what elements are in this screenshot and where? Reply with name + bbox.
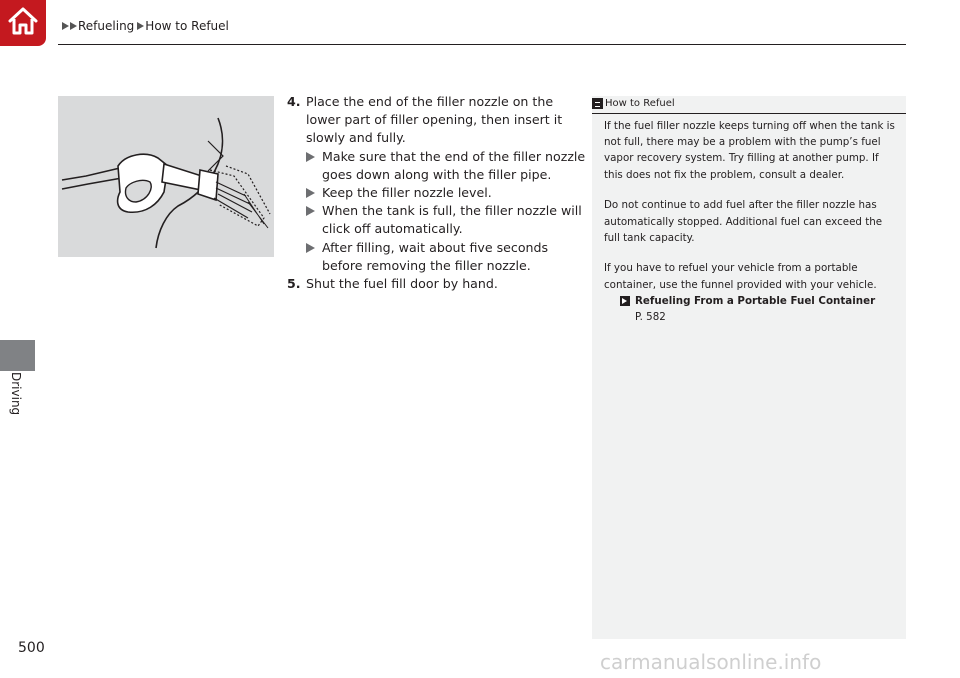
chapter-tab-label: Driving — [9, 372, 23, 416]
step-5 — [287, 275, 587, 293]
cross-reference-icon — [620, 296, 630, 306]
breadcrumb-arrow-icon — [62, 22, 69, 30]
page-number: 500 — [18, 640, 45, 656]
note-paragraph: Do not continue to add fuel after the filler nozzle has automatically stopped. Additional fuel can exceed the full tank capacity. — [604, 199, 883, 244]
step-bullet — [287, 239, 587, 275]
bullet-arrow-icon — [306, 188, 315, 198]
bullet-text: Keep the filler nozzle level. — [322, 185, 492, 201]
bullet-text: When the tank is full, the filler nozzle will click off automatically. — [322, 203, 582, 237]
note-header — [592, 96, 906, 114]
step-bullet — [287, 148, 587, 184]
note-paragraph: If the fuel filler nozzle keeps turning off when the tank is not full, there may be a problem with the pump’s fuel vapor recovery system. Try filling at another pump. If this does not fix the problem, consult a dealer. — [604, 120, 895, 181]
bullet-arrow-icon — [306, 243, 315, 253]
step-number: 4. — [287, 94, 301, 109]
step-bullet — [287, 202, 587, 238]
breadcrumb-how-to-refuel[interactable]: How to Refuel — [145, 19, 229, 33]
breadcrumb — [62, 18, 231, 34]
note-paragraph: If you have to refuel your vehicle from a portable container, use the funnel provided with your vehicle. — [604, 262, 877, 291]
bullet-arrow-icon — [306, 152, 315, 162]
refuel-steps — [287, 93, 587, 293]
step-bullet — [287, 184, 587, 202]
cross-reference-page[interactable]: P. 582 — [635, 311, 666, 324]
note-icon — [592, 98, 603, 109]
step-4 — [287, 93, 587, 148]
bullet-text: Make sure that the end of the filler nozzle goes down along with the filler pipe. — [322, 148, 586, 182]
side-note-panel — [592, 96, 906, 639]
chapter-tab-marker[interactable] — [0, 340, 35, 371]
note-title: How to Refuel — [605, 98, 675, 109]
breadcrumb-arrow-icon — [137, 22, 144, 30]
cross-reference-title[interactable]: Refueling From a Portable Fuel Container — [635, 294, 876, 307]
bullet-text: After filling, wait about five seconds before removing the filler nozzle. — [322, 239, 549, 273]
breadcrumb-refueling[interactable]: Refueling — [78, 19, 135, 33]
breadcrumb-arrow-icon — [70, 22, 77, 30]
step-text: Shut the fuel fill door by hand. — [306, 276, 498, 292]
note-body — [604, 118, 896, 325]
fuel-nozzle-illustration — [58, 96, 274, 257]
bullet-arrow-icon — [306, 206, 315, 216]
home-button[interactable] — [0, 0, 46, 46]
step-number: 5. — [287, 276, 301, 292]
watermark: carmanualsonline.info — [600, 650, 822, 674]
header-divider — [58, 44, 906, 45]
home-icon — [7, 6, 39, 40]
step-text: Place the end of the filler nozzle on the lower part of filler opening, then insert it slowly and fully. — [306, 94, 563, 146]
cross-reference-link[interactable] — [604, 293, 896, 309]
